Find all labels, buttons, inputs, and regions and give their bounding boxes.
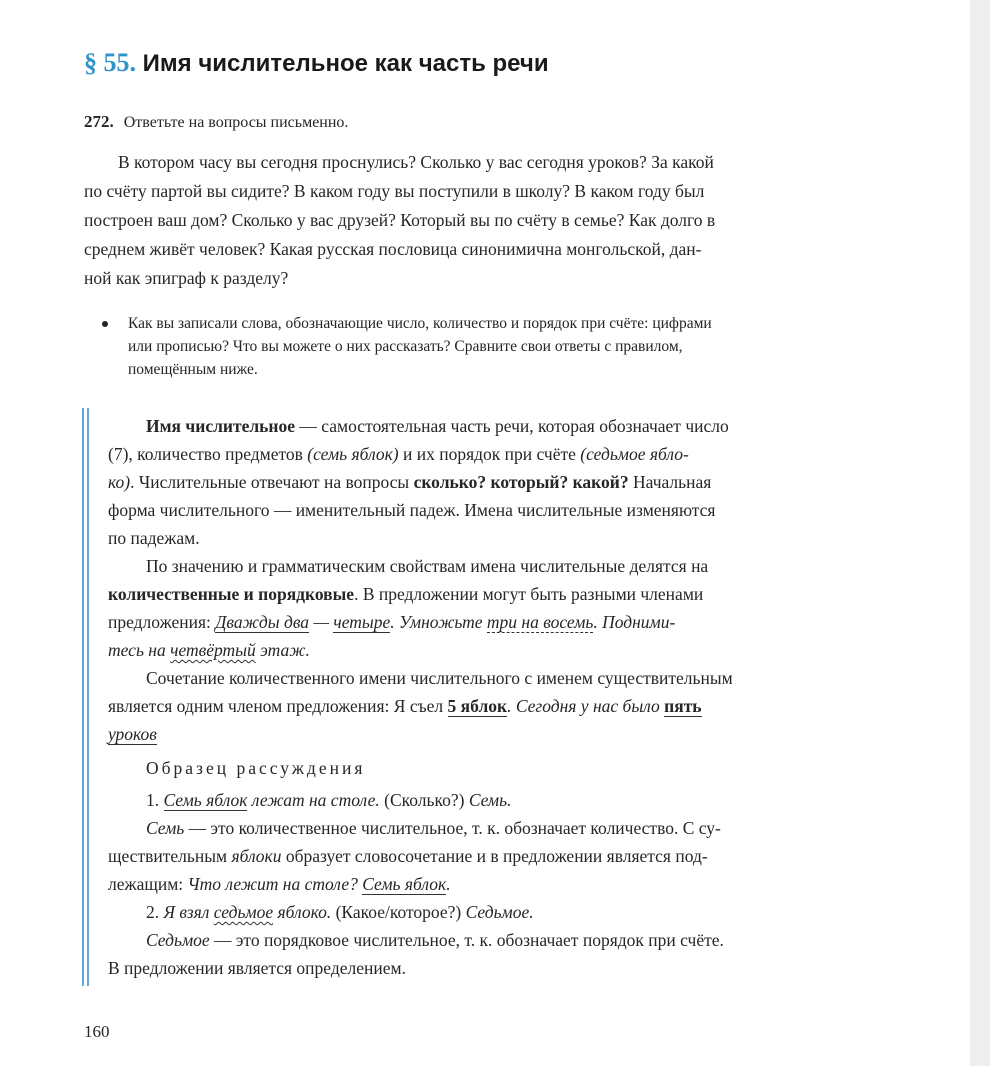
page-edge-strip [970,0,990,1066]
rule-example: (седьмое ябло- [580,444,689,464]
subject-underlined: пять [664,696,702,716]
rule-example: Что лежит на столе? [187,874,363,894]
sample-explanation [108,926,900,954]
rule-line [108,412,900,440]
rule-text: — самостоятельная часть речи, которая обозначает число [295,416,729,436]
rule-example: ко) [108,472,131,492]
bullet-task [102,312,902,381]
attribute-underlined: четвёртый [170,640,256,660]
rule-example: Седьмое [146,930,210,950]
rule-line: по падежам. [108,528,200,548]
rule-line: форма числительного — именительный падеж. Имена числительные изменяются [108,500,716,520]
rule-example: (семь яблок) [307,444,399,464]
sample-explanation [108,814,900,842]
page-number: 160 [84,1022,110,1041]
sample-sentence [108,786,900,814]
rule-text: предложения: [108,612,216,632]
rule-line [108,692,900,720]
rule-example: тесь на [108,640,171,660]
rule-bar [82,408,84,986]
rule-line: По значению и грамматическим свойствам имена числительные делятся на [146,556,709,576]
rule-example: — [309,612,334,632]
rule-example: лежат на столе. [247,790,380,810]
question-line: ной как эпиграф к разделу? [84,268,289,288]
rule-line [108,720,900,748]
bullet-icon [102,321,108,327]
object-underlined: три на восемь [486,612,594,632]
subject-underlined: Семь яблок [163,790,248,810]
rule-example: Я взял [163,902,214,922]
attribute-underlined: седьмое [213,902,274,922]
predicate-underlined: четыре [333,612,391,632]
sample-sentence [108,898,900,926]
rule-text: (Какое/которое?) [331,902,466,922]
sample-number: 1. [146,790,164,810]
exercise-number: 272. [84,112,114,131]
sample-number: 2. [146,902,164,922]
rule-text: . Числительные отвечают на вопросы [130,472,414,492]
rule-text: ществительным [108,846,232,866]
subject-underlined: Семь яблок [362,874,447,894]
section-title [84,48,549,78]
exercise-header [84,112,348,132]
rule-text: образует словосочетание и в предложении является под- [281,846,708,866]
rule-example: . Подними- [593,612,676,632]
section-number: § 55. [84,48,136,77]
rule-line: Сочетание количественного имени числительного с именем существительным [146,668,733,688]
rule-text: . В предложении могут быть разными членами [354,584,704,604]
rule-example: Семь [146,818,185,838]
rule-example: Седьмое. [465,902,534,922]
rule-text: (7), количество предметов [108,444,308,464]
rule-bar [87,408,89,986]
rule-margin-bars [82,408,90,986]
sample-explanation: В предложении является определением. [108,958,406,978]
rule-example: . [446,874,451,894]
exercise-questions [84,148,900,293]
section-title-text: Имя числительное как часть речи [142,50,549,77]
rule-line [108,580,900,608]
rule-text: — это количественное числительное, т. к. обозначает количество. С су- [184,818,721,838]
rule-text: (Сколько?) [379,790,469,810]
rule-example: яблоки [231,846,282,866]
rule-line [108,468,900,496]
object-underlined: 5 яблок [447,696,508,716]
rule-text: и их порядок при счёте [398,444,581,464]
question-line: среднем живёт человек? Какая русская пословица синонимична монгольской, дан- [84,239,702,259]
rule-example: Семь. [468,790,512,810]
rule-line [108,636,900,664]
rule-text: — это порядковое числительное, т. к. обозначает порядок при счёте. [209,930,724,950]
rule-example: яблоко. [273,902,332,922]
sample-explanation [108,842,900,870]
subject-underlined: уроков [108,724,157,744]
rule-text: Начальная [628,472,712,492]
sample-explanation [108,870,900,898]
rule-text: лежащим: [108,874,188,894]
rule-term: количественные и порядковые [108,584,355,604]
question-line: по счёту партой вы сидите? В каком году вы поступили в школу? В каком году был [84,181,705,201]
sample-heading: Образец рассуждения [146,758,366,778]
rule-example: этаж. [255,640,310,660]
question-line: В котором часу вы сегодня проснулись? Сколько у вас сегодня уроков? За какой [118,152,714,172]
subject-underlined: Дважды два [215,612,310,632]
bullet-line: Как вы записали слова, обозначающие число, количество и порядок при счёте: цифрами [128,315,712,332]
bullet-line: или прописью? Что вы можете о них рассказать? Сравните свои ответы с правилом, [128,338,683,355]
rule-line [108,608,900,636]
bullet-line: помещённым ниже. [128,361,258,378]
rule-line [108,440,900,468]
rule-box [108,412,900,982]
exercise-instruction: Ответьте на вопросы письменно. [123,114,349,131]
rule-questions: сколько? который? какой? [413,472,629,492]
rule-text: является одним членом предложения: Я съел [108,696,448,716]
question-line: построен ваш дом? Сколько у вас друзей? Который вы по счёту в семье? Как долго в [84,210,716,230]
rule-term: Имя числительное [146,416,296,436]
rule-example: . Умножьте [390,612,487,632]
rule-example: . Сегодня у нас было [507,696,665,716]
